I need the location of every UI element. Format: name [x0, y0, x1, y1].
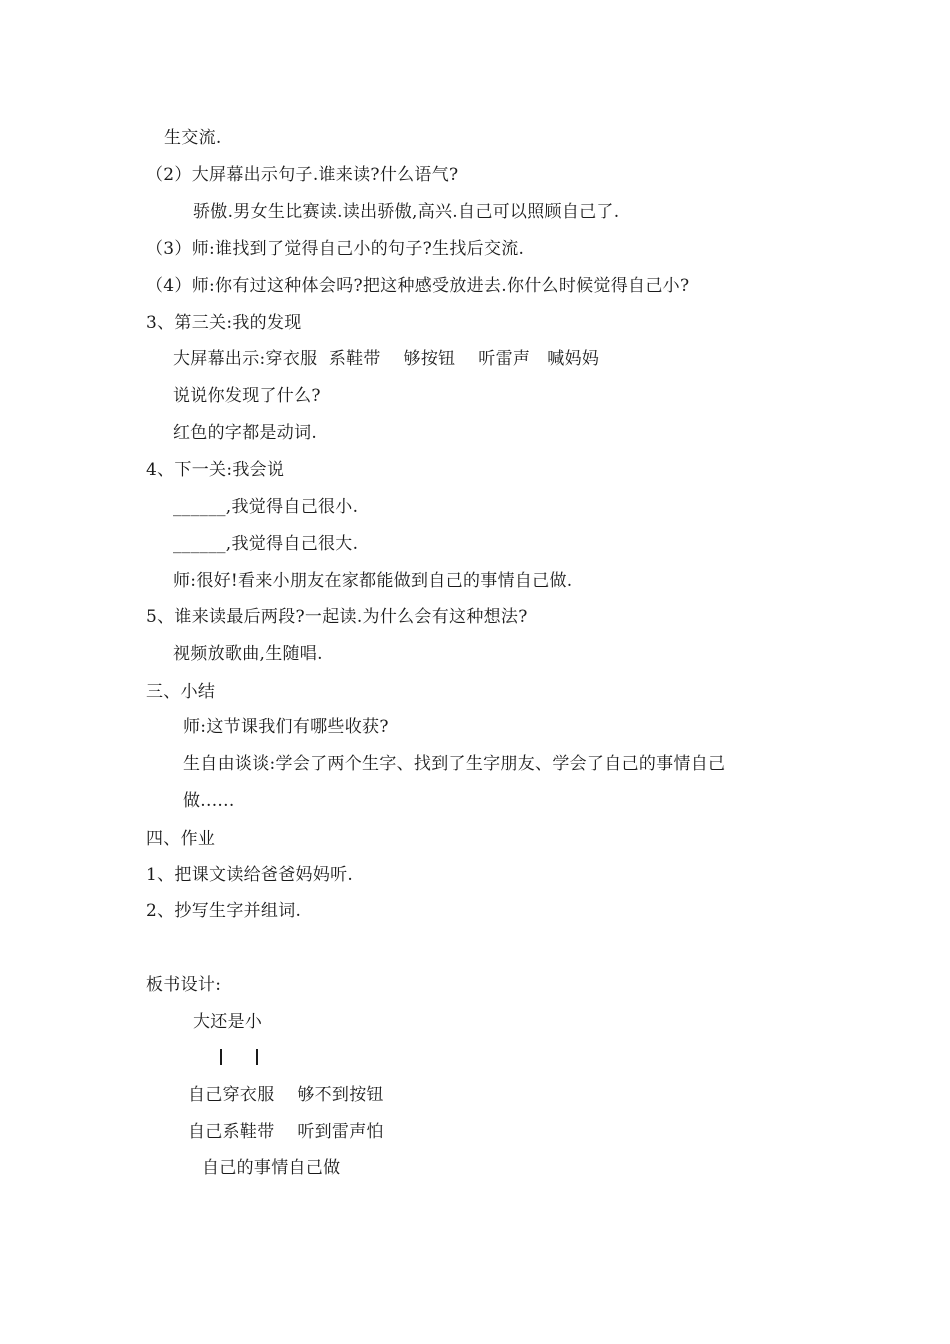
- text-line-4: （3）师:谁找到了觉得自己小的句子?生找后交流.: [146, 239, 525, 259]
- section-heading-homework: 四、作业: [146, 829, 216, 849]
- section-heading-summary: 三、小结: [146, 682, 216, 702]
- board-divider-right: [256, 1049, 258, 1065]
- text-line-9: 红色的字都是动词.: [173, 423, 318, 443]
- section-heading-3: 3、第三关:我的发现: [146, 313, 302, 333]
- section-heading-4: 4、下一关:我会说: [146, 460, 285, 480]
- text-line-3: 骄傲.男女生比赛读.读出骄傲,高兴.自己可以照顾自己了.: [193, 202, 620, 222]
- text-line-19: 做......: [183, 791, 235, 811]
- text-line-18: 生自由谈谈:学会了两个生字、找到了生字朋友、学会了自己的事情自己: [183, 754, 726, 774]
- text-line-13: 师:很好!看来小朋友在家都能做到自己的事情自己做.: [173, 571, 573, 591]
- homework-item-1: 1、把课文读给爸爸妈妈听.: [146, 865, 354, 885]
- text-line-2: （2）大屏幕出示句子.谁来读?什么语气?: [146, 165, 459, 185]
- board-row-2: 自己系鞋带 听到雷声怕: [188, 1122, 384, 1142]
- text-line-7: 大屏幕出示:穿衣服 系鞋带 够按钮 听雷声 喊妈妈: [173, 349, 600, 369]
- text-line-1: 生交流.: [164, 128, 222, 148]
- board-conclusion: 自己的事情自己做: [202, 1158, 341, 1178]
- text-line-17: 师:这节课我们有哪些收获?: [183, 717, 389, 737]
- text-line-15: 视频放歌曲,生随唱.: [173, 644, 323, 664]
- board-row-1: 自己穿衣服 够不到按钮: [188, 1085, 384, 1105]
- fill-blank-line-1: ______,我觉得自己很小.: [173, 497, 359, 517]
- fill-blank-line-2: ______,我觉得自己很大.: [173, 534, 359, 554]
- board-divider-left: [220, 1049, 222, 1065]
- board-design-heading: 板书设计:: [146, 975, 222, 995]
- board-title: 大还是小: [193, 1012, 263, 1032]
- text-line-8: 说说你发现了什么?: [173, 386, 321, 406]
- text-line-5: （4）师:你有过这种体会吗?把这种感受放进去.你什么时候觉得自己小?: [146, 276, 690, 296]
- section-heading-5: 5、谁来读最后两段?一起读.为什么会有这种想法?: [146, 607, 528, 627]
- homework-item-2: 2、抄写生字并组词.: [146, 901, 302, 921]
